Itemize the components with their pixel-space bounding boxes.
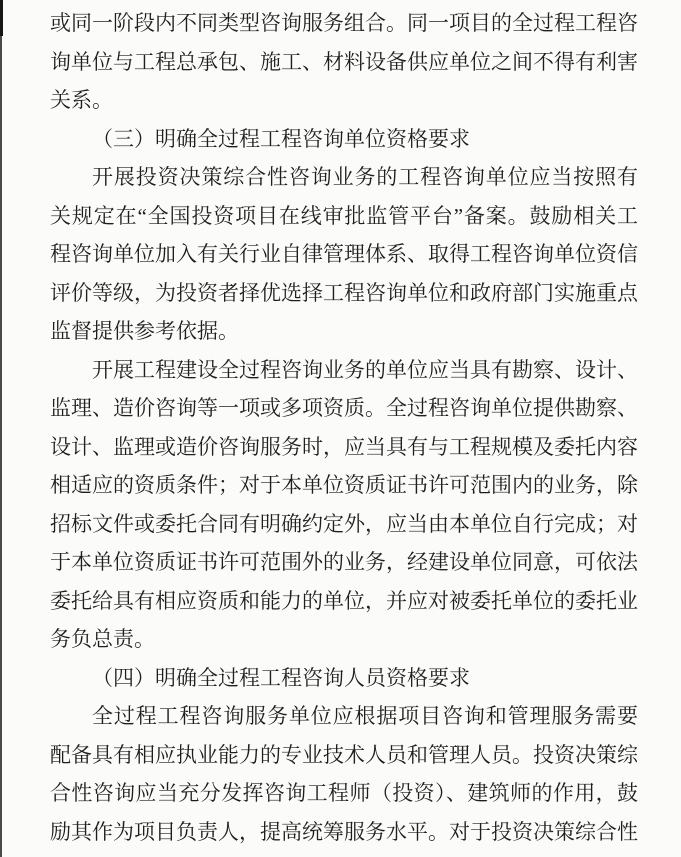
text-line: 务负总责。 [50,627,155,651]
section-heading: （四）明确全过程工程咨询人员资格要求 [92,665,470,690]
text-line: 配备具有相应执业能力的专业技术人员和管理人员。投资决策综 [50,742,638,767]
text-line: 询单位与工程总承包、施工、材料设备供应单位之间不得有利害 [50,49,638,74]
text-line: 开展工程建设全过程咨询业务的单位应当具有勘察、设计、 [92,357,638,382]
section-heading: （三）明确全过程工程咨询单位资格要求 [92,126,470,151]
text-line: 全过程工程咨询服务单位应根据项目咨询和管理服务需要 [92,704,638,728]
text-line: 于本单位资质证书许可范围外的业务，经建设单位同意，可依法 [50,550,638,574]
text-line: 相适应的资质条件；对于本单位资质证书许可范围内的业务，除 [50,473,638,497]
document-page [50,4,638,851]
text-line: 评价等级，为投资者择优选择工程咨询单位和政府部门实施重点 [50,280,638,305]
text-line: 或同一阶段内不同类型咨询服务组合。同一项目的全过程工程咨 [50,11,638,35]
text-line: 开展投资决策综合性咨询业务的工程咨询单位应当按照有 [92,165,638,189]
text-line: 关系。 [50,88,113,112]
text-line: 设计、监理或造价咨询服务时，应当具有与工程规模及委托内容 [50,434,638,459]
text-line: 委托给具有相应资质和能力的单位，并应对被委托单位的委托业 [50,588,638,613]
scan-artifact-corner [0,0,3,36]
text-line: 监理、造价咨询等一项或多项资质。全过程咨询单位提供勘察、 [50,396,638,420]
text-line: 程咨询单位加入有关行业自律管理体系、取得工程咨询单位资信 [50,242,638,266]
text-line: 关规定在“全国投资项目在线审批监管平台”备案。鼓励相关工 [50,203,638,228]
scan-artifact-left-edge [0,0,2,857]
text-line: 招标文件或委托合同有明确约定外，应当由本单位自行完成；对 [50,511,638,536]
text-line: 励其作为项目负责人，提高统筹服务水平。对于投资决策综合性 [50,819,638,844]
text-line: 合性咨询应当充分发挥咨询工程师（投资）、建筑师的作用，鼓 [50,781,638,805]
text-line: 监督提供参考依据。 [50,319,239,343]
